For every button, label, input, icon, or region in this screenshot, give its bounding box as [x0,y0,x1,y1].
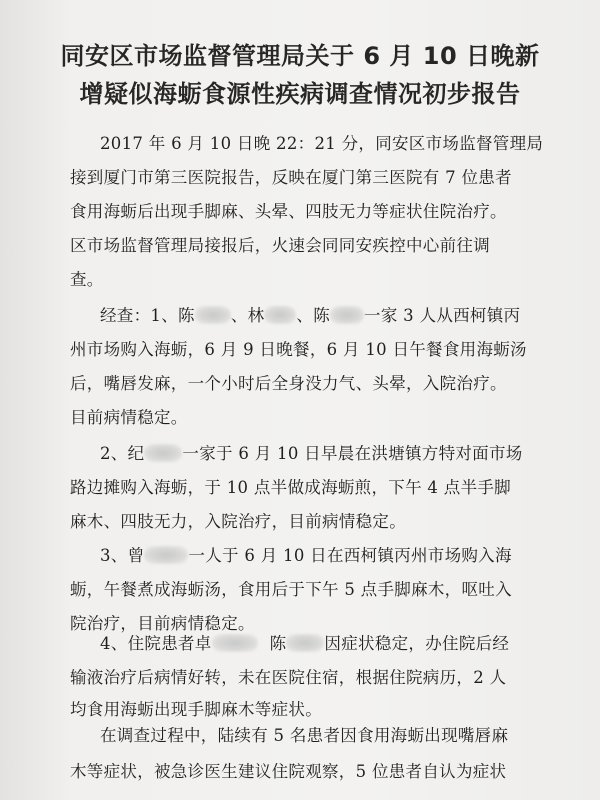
paragraph-4-line-2: 蛎，午餐煮成海蛎汤，食用后于下午 5 点手脚麻木，呕吐入 [70,580,512,599]
item-4-text-b: 陈 [269,634,287,653]
item-4-text-a: 4、住院患者卓 [100,634,212,653]
paragraph-1-line-2: 接到厦门市第三医院报告，反映在厦门第三医院有 7 位患者 [70,168,512,187]
redacted-name-blur [144,546,188,564]
redacted-name-blur [212,634,258,652]
item-3-text-a: 3、曾 [100,546,145,565]
paragraph-2-line-4: 目前病情稳定。 [70,408,188,427]
paragraph-3-line-2: 路边摊购入海蛎，于 10 点半做成海蛎煎，下午 4 点半手脚 [70,478,511,497]
redacted-name-blur [195,306,231,324]
item-1-text-a: 经查：1、陈 [100,306,195,325]
item-2-text-b: 一家于 6 月 10 日早晨在洪塘镇方特对面市场 [182,444,523,463]
paragraph-5-line-2: 输液治疗后病情好转，未在医院住宿，根据住院病历，2 人 [70,668,507,687]
paragraph-1-line-1: 2017 年 6 月 10 日晚 22：21 分，同安区市场监督管理局 [100,134,544,153]
paragraph-5-line-3: 均食用海蛎出现手脚麻木等症状。 [70,700,322,719]
paragraph-2-line-2: 州市场购入海蛎，6 月 9 日晚餐，6 月 10 日午餐食用海蛎汤 [70,340,527,359]
paragraph-6-line-2: 木等症状，被急诊医生建议住院观察，5 位患者自认为症状 [70,762,507,781]
item-3-text-b: 一人于 6 月 10 日在西柯镇丙州市场购入海 [188,546,512,565]
report-title-line-1: 同安区市场监督管理局关于 6 月 10 日晚新 [60,42,540,70]
paragraph-4-line-1 [100,542,512,566]
item-1-text-d: 一家 3 人从西柯镇丙 [364,306,521,325]
item-2-text-a: 2、纪 [100,444,145,463]
item-1-text-c: 、陈 [296,306,331,325]
paragraph-1-line-4: 区市场监督管理局接报后，火速会同同安疾控中心前往调 [70,236,490,255]
paragraph-1-line-5: 查。 [70,270,104,289]
item-1-text-b: 、林 [230,306,265,325]
paragraph-2-line-3: 后，嘴唇发麻，一个小时后全身没力气、头晕，入院治疗。 [70,374,507,393]
paragraph-6-line-1: 在调查过程中，陆续有 5 名患者因食用海蛎出现嘴唇麻 [100,726,509,745]
redacted-name-blur [264,306,296,324]
redacted-name-blur [286,634,324,652]
redacted-name-blur [144,444,182,462]
item-4-text-c: 因症状稳定，办住院后经 [324,634,510,653]
paragraph-2-line-1 [100,302,520,326]
paragraph-3-line-1 [100,440,523,464]
paragraph-1-line-3: 食用海蛎后出现手脚麻、头晕、四肢无力等症状住院治疗。 [70,202,507,221]
paragraph-3-line-3: 麻木、四肢无力，入院治疗，目前病情稳定。 [70,512,406,531]
paragraph-5-line-1 [100,630,509,654]
report-title-line-2: 增疑似海蛎食源性疾病调查情况初步报告 [79,80,521,108]
paragraph-4-line-3: 院治疗，目前病情稳定。 [70,614,255,633]
redacted-name-blur [330,306,364,324]
